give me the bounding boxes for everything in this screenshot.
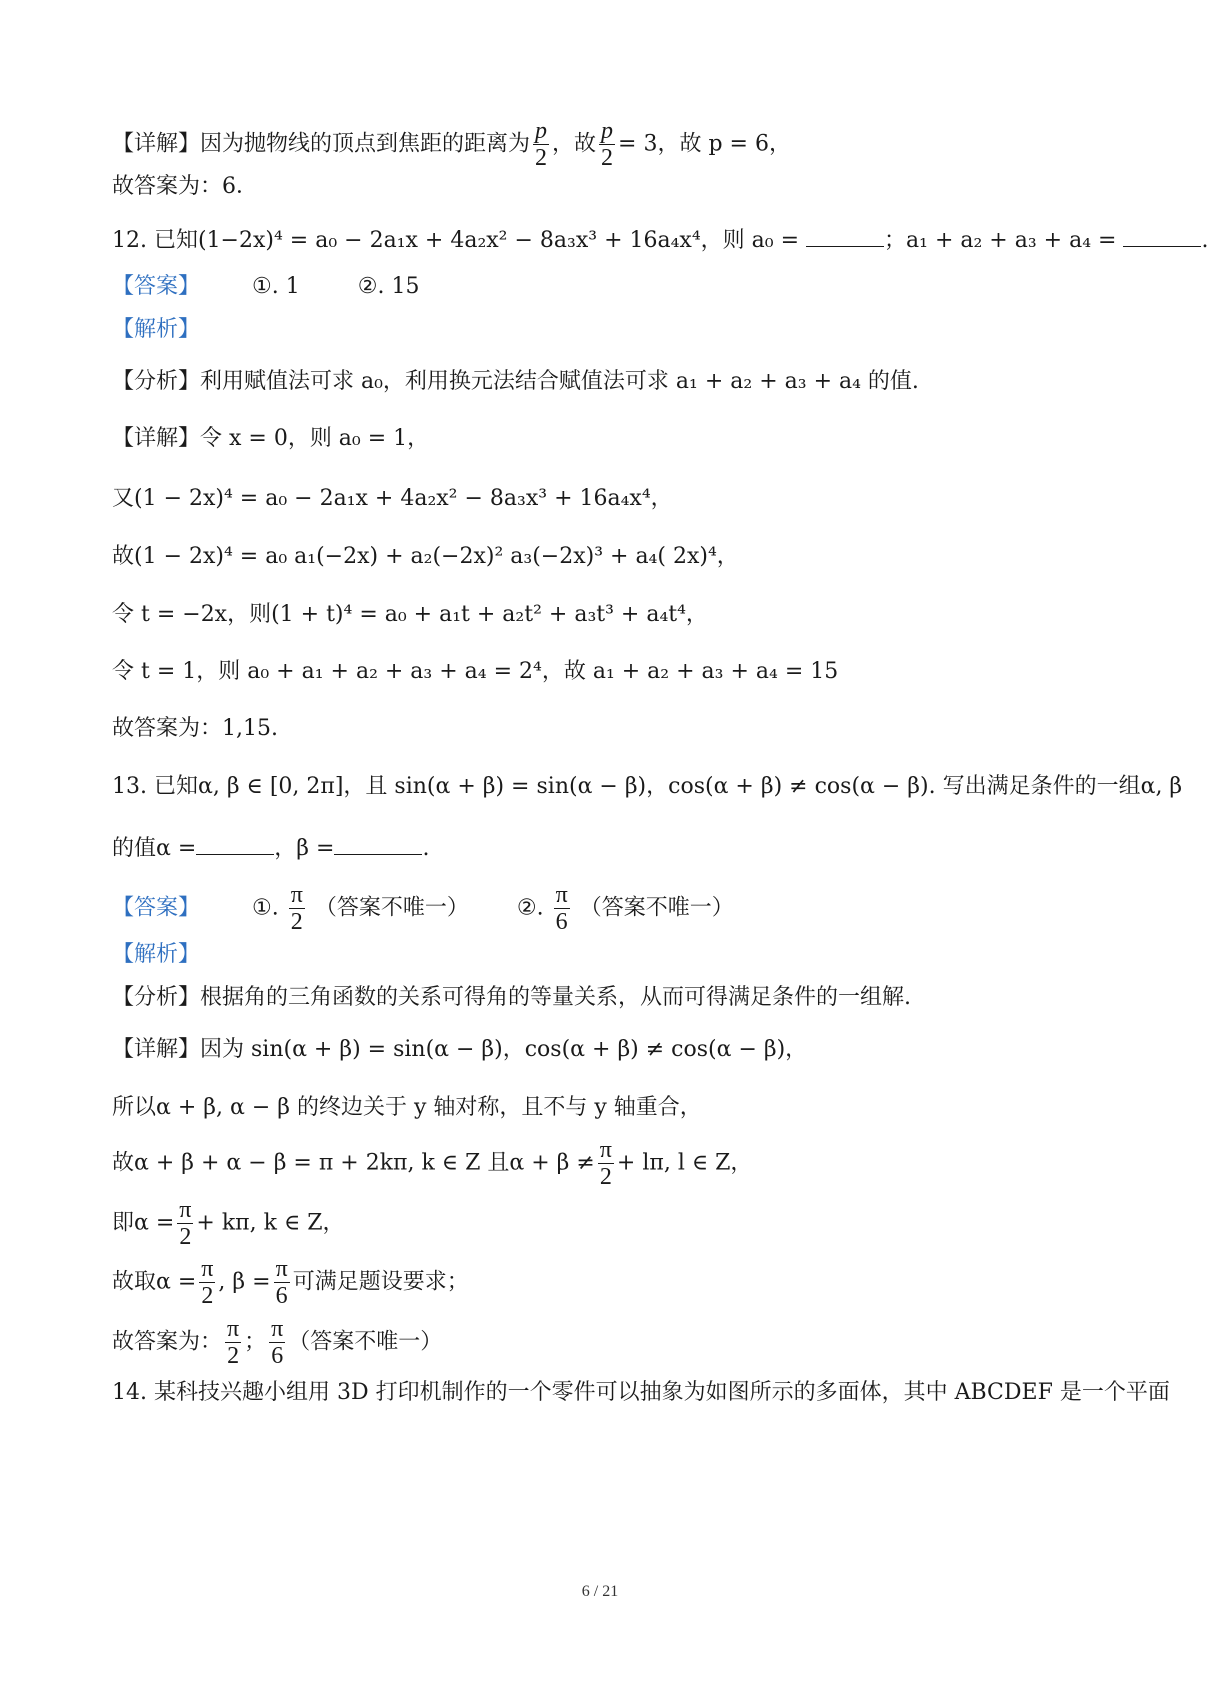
xiangjie-12-f xyxy=(112,714,278,744)
text: , β = xyxy=(218,1269,271,1295)
fraction: $\frac{\pi}{2}$ xyxy=(599,1137,612,1190)
fraction: $\frac{\pi}{2}$ xyxy=(290,882,303,935)
text: . xyxy=(422,836,430,861)
answer-item: ①. 1 xyxy=(252,274,300,299)
answer-blank xyxy=(334,832,422,855)
answer-12 xyxy=(112,272,419,302)
text: 14. 某科技兴趣小组用 3D 打印机制作的一个零件可以抽象为如图所示的多面体，其中 ABCDEF 是一个平面 xyxy=(112,1380,1170,1405)
text: = 3，故 p = 6， xyxy=(618,131,791,157)
answer-blank xyxy=(196,832,274,855)
answer-blank xyxy=(806,224,884,247)
xiangjie-13-b xyxy=(112,1093,702,1123)
text: 13. 已知α, β ∈ [0, 2π]，且 sin(α + β) = sin(α − β)，cos(α + β) ≠ cos(α − β). 写出满足条件的一组α, β xyxy=(112,774,1183,799)
text: 故(1 − 2x)⁴ = a₀ a₁(−2x) + a₂(−2x)² a₃(−2x)³ + a₄( 2x)⁴， xyxy=(112,544,739,569)
analysis-label xyxy=(112,315,200,345)
text: 故α + β + α − β = π + 2kπ, k ∈ Z 且α + β ≠ xyxy=(112,1150,595,1176)
xiangjie-13-c xyxy=(112,1137,752,1190)
answer-item: ②. xyxy=(516,895,544,921)
note: （答案不唯一） xyxy=(314,895,469,921)
question-13-line1 xyxy=(112,772,1182,802)
answer-13 xyxy=(112,882,734,935)
fraction: $\frac{\pi}{2}$ xyxy=(179,1197,192,1250)
text: 【解析】 xyxy=(112,317,201,342)
fraction: $\frac{\pi}{2}$ xyxy=(201,1256,214,1309)
text: 故取α = xyxy=(112,1269,197,1295)
xiangjie-12-e xyxy=(112,657,838,687)
xiangjie-13-e xyxy=(112,1256,469,1309)
text: 【详解】因为 sin(α + β) = sin(α − β)，cos(α + β) ≠ cos(α − β)， xyxy=(112,1037,808,1062)
xiangjie-12-c xyxy=(112,542,739,572)
text: ； xyxy=(244,1329,267,1355)
answer-item: ②. 15 xyxy=(357,274,420,299)
note: （答案不唯一） xyxy=(579,895,734,921)
text: 即α = xyxy=(112,1210,175,1236)
text: 令 t = −2x，则(1 + t)⁴ = a₀ + a₁t + a₂t² + a₃t³ + a₄t⁴， xyxy=(112,602,708,627)
text: 【详解】令 x = 0，则 a₀ = 1， xyxy=(112,426,430,451)
text: 故答案为：1,15. xyxy=(112,716,278,741)
text: （答案不唯一） xyxy=(288,1329,443,1355)
analysis-label xyxy=(112,940,200,970)
text: ，故 xyxy=(552,131,597,157)
question-12 xyxy=(112,224,1208,256)
answer-label: 【答案】 xyxy=(112,895,201,921)
text: ；a₁ + a₂ + a₃ + a₄ = xyxy=(884,228,1117,253)
text: 所以α + β, α − β 的终边关于 y 轴对称，且不与 y 轴重合， xyxy=(112,1095,702,1120)
question-13-line2 xyxy=(112,832,429,864)
fenxi-12 xyxy=(112,367,919,397)
fraction: $\frac{\pi}{2}$ xyxy=(227,1316,240,1369)
question-14 xyxy=(112,1378,1170,1408)
text: + lπ, l ∈ Z， xyxy=(616,1150,753,1176)
text: 12. 已知(1−2x)⁴ = a₀ − 2a₁x + 4a₂x² − 8a₃x³ + 16a₄x⁴，则 a₀ = xyxy=(112,228,800,253)
text: 故答案为： xyxy=(112,1329,223,1355)
fraction: $\frac{\pi}{6}$ xyxy=(271,1316,284,1369)
xiangjie-12-b xyxy=(112,484,673,514)
fenxi-13 xyxy=(112,983,911,1013)
page-number: 6 / 21 xyxy=(581,1583,619,1600)
text: . xyxy=(1201,228,1208,253)
xiangjie-13-f xyxy=(112,1316,442,1369)
text: 令 t = 1，则 a₀ + a₁ + a₂ + a₃ + a₄ = 2⁴，故 a₁ + a₂ + a₃ + a₄ = 15 xyxy=(112,659,839,684)
fraction: $\frac{\pi}{6}$ xyxy=(275,1256,288,1309)
xiangjie-13-d xyxy=(112,1197,345,1250)
xiangjie-12-a xyxy=(112,424,429,454)
fraction: $\frac{p}{2}$ xyxy=(535,118,548,171)
solution-line-11 xyxy=(112,118,791,171)
text: 故答案为：6． xyxy=(112,174,258,199)
fraction: $\frac{\pi}{6}$ xyxy=(555,882,568,935)
answer-item: ①. xyxy=(252,895,279,921)
answer-label: 【答案】 xyxy=(112,274,201,299)
text: 【解析】 xyxy=(112,942,201,967)
text: 的值α = xyxy=(112,836,197,861)
xiangjie-13-a xyxy=(112,1035,807,1065)
text: 【分析】根据角的三角函数的关系可得角的等量关系，从而可得满足条件的一组解. xyxy=(112,985,911,1010)
answer-blank xyxy=(1123,224,1201,247)
xiangjie-12-d xyxy=(112,600,708,630)
text: 【详解】因为抛物线的顶点到焦距的距离为 xyxy=(112,131,531,157)
text: 可满足题设要求； xyxy=(292,1269,469,1295)
text: 【分析】利用赋值法可求 a₀，利用换元法结合赋值法可求 a₁ + a₂ + a₃ + a₄ 的值. xyxy=(112,369,919,394)
answer-line-11 xyxy=(112,172,258,202)
fraction: $\frac{p}{2}$ xyxy=(601,118,614,171)
text: ，β = xyxy=(274,836,335,861)
text: + kπ, k ∈ Z， xyxy=(196,1210,345,1236)
text: 又(1 − 2x)⁴ = a₀ − 2a₁x + 4a₂x² − 8a₃x³ + 16a₄x⁴， xyxy=(112,486,673,511)
